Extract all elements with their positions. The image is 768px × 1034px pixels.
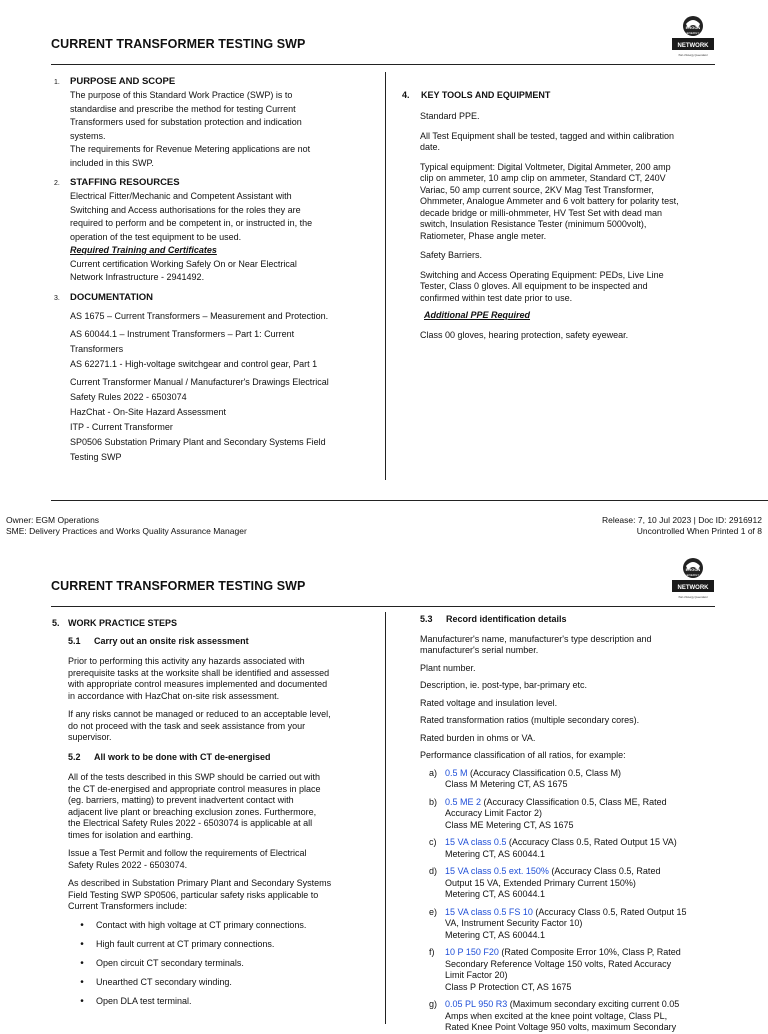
ergon-network-logo [672, 556, 714, 598]
page1-right-column [402, 89, 720, 341]
class-item-e: e) 15 VA class 0.5 FS 10 (Accuracy Class 0.5, Rated Output 15 VA, Instrument Security Factor 10) Metering CT, AS 60044.1 [429, 906, 687, 940]
logo-brand-bottom: ENERGY [686, 31, 700, 35]
ergon-network-logo [672, 14, 714, 56]
logo-tagline: Part of Energy Queensland [678, 596, 708, 599]
section-2-body: Electrical Fitter/Mechanic and Competent Assistant with Switching and Access authorisations for the roles they are required to perform and be competent in, or instructed in, the operation of the test equipment to be used. Required Training and Certificates Current certification Working Safely On or Near Electrical Network Infrastructure - 2941492. [52, 190, 380, 285]
column-divider [385, 72, 386, 480]
section-3-heading: 3. DOCUMENTATION [54, 291, 154, 303]
class-item-c: c) 15 VA class 0.5 (Accuracy Class 0.5, Rated Output 15 VA) Metering CT, AS 60044.1 [429, 837, 677, 859]
page2-left-column: 5. WORK PRACTICE STEPS 5.1 Carry out an onsite risk assessment Prior to performing this activity any hazards associated with prerequisite tasks at the worksite shall be identified and assessed with appropriate control measures implemented and documented in accordance with HazChat on-site risk assessment. If any risks cannot be managed or reduced to an acceptable level, do not proceed with the task and seek assistance from your supervisor. 5.2 All work to be done with CT de-energised All of the tests described in this SWP should be carried out with the CT de-energised and appropriate control measures in place (eg. barriers, matting) to prevent inadvertent contact with adjacent live plant or breaching exclusion zones. Furthermore, the Electrical Safety Rules 2022 - 6503074 is applicable at all times for isolation and earthing. Issue a Test Permit and follow the requirements of Electrical Safety Rules 2022 - 6503074. As described in Substation Primary Plant and Secondary Systems Field Testing SWP SP0506, particular safety risks applicable to Current Transformers include: • Contact with high voltage at CT primary connections. • High fault current at CT primary connections. • Open circuit CT secondary terminals. • Unearthed CT secondary winding. • Open DLA test terminal. [52, 618, 378, 1008]
doc-item: AS 60044.1 – Instrument Transformers – Part 1: Current [70, 328, 295, 339]
section-1-body: The purpose of this Standard Work Practice (SWP) is to standardise and prescribe the method for testing Current Transformers used for substation protection and indication systems. The requirements for Revenue Metering applications are not included in this SWP. [70, 90, 311, 168]
column-divider [385, 612, 386, 1024]
ppe-heading: Additional PPE Required [424, 310, 531, 320]
footer-sme: SME: Delivery Practices and Works Quality Assurance Manager [6, 526, 247, 536]
ppe-text: Class 00 gloves, hearing protection, safety eyewear. [420, 329, 629, 340]
list-item: • Unearthed CT secondary winding. [80, 976, 232, 988]
list-item: • Open DLA test terminal. [80, 995, 192, 1007]
section-4-heading: 4. KEY TOOLS AND EQUIPMENT [402, 90, 551, 100]
section-4-body: Standard PPE. All Test Equipment shall be tested, tagged and within calibration date. Typical equipment: Digital Voltmeter, Digital Ammeter, 200 amp clip on ammeter, 10 amp clip on ammeter, Standard CT, 240V Variac, 50 amp current source, 2KV Mag Test Transformer, Ohmmeter, Analogue Ammeter and 6 volt battery for polarity test, decade bridge or milli-ohmmeter, HV Test Set with dead man switch, Insulation Resistance Tester (minimum 5000volt), Ratiometer, Phase angle meter. Safety Barriers. Switching and Access Operating Equipment: PEDs, Live Line Tester, Class 0 gloves. All equipment to be inspected and confirmed within test date prior to use. Additional PPE Required Class 00 gloves, hearing protection, safety eyewear. [402, 111, 720, 341]
header-rule [51, 606, 715, 607]
page1-left-column [52, 76, 380, 465]
footer-owner: Owner: EGM Operations [6, 515, 100, 525]
page2-right-column: 5.3 Record identification details Manufacturer's name, manufacturer's type description and manufacturer's serial number. Plant number. Description, ie. post-type, bar-primary etc. Rated voltage and insulation level. Rated transformation ratios (multiple secondary cores). Rated burden in ohms or VA. Performance classification of all ratios, for example: a) 0.5 M (Accuracy Classification 0.5, Class M) Class M Metering CT, AS 1675 b) 0.5 ME 2 (Accuracy Classification 0.5, Class ME, Rated Accuracy Limit Factor 2) Class ME Metering CT, AS 1675 c) 15 VA class 0.5 (Accuracy Class 0.5, Rated Output 15 VA) Metering CT, AS 60044.1 d) 15 VA class 0.5 ext. 150% (Accuracy Class 0.5, Rated Output 15 VA, Extended Primary Current 150%) Metering CT, AS 60044.1 e) 15 VA class 0.5 FS 10 (Accuracy Class 0.5, Rated Output 15 VA, Instrument Security Factor 10) Metering CT, AS 60044.1 f) 10 P 150 F20 (Rated Composite Error 10%, Class P, Rated Secondary Reference Voltage 150 volts, Rated Accuracy Limit Factor 20) Class P Protection CT, AS 1675 g) 0.05 PL 950 R3 (Maximum secondary exciting current 0.05 Amps when excited at the knee point voltage, Class PL, Rated Knee Point Voltage 950 volts, maximum Secondary [420, 614, 732, 1034]
class-item-a: a) 0.5 M (Accuracy Classification 0.5, Class M) Class M Metering CT, AS 1675 [429, 767, 622, 789]
subsection-5-1-heading: 5.1 Carry out an onsite risk assessment [68, 635, 249, 646]
section-1-heading: 1. PURPOSE AND SCOPE [54, 76, 176, 87]
list-item: • Open circuit CT secondary terminals. [80, 957, 244, 969]
logo-brand-top: ERGON [685, 567, 701, 572]
page-title: CURRENT TRANSFORMER TESTING SWP [51, 579, 306, 593]
list-item: • High fault current at CT primary connections. [80, 938, 275, 950]
logo-brand-bottom: ENERGY [686, 573, 700, 577]
logo-band-text: NETWORK [677, 43, 709, 49]
subsection-5-3-heading: 5.3 Record identification details [420, 614, 567, 624]
section-2-heading: 2. STAFFING RESOURCES [54, 177, 180, 188]
section-5-heading: 5. WORK PRACTICE STEPS [52, 618, 178, 628]
subsection-5-2-heading: 5.2 All work to be done with CT de-energised [68, 751, 271, 762]
class-item-f: f) 10 P 150 F20 (Rated Composite Error 10%, Class P, Rated Secondary Reference Voltage 150 volts, Rated Accuracy Limit Factor 20) Class P Protection CT, AS 1675 [429, 947, 681, 992]
training-heading: Required Training and Certificates [70, 245, 217, 255]
list-item: • Contact with high voltage at CT primary connections. [80, 919, 307, 931]
class-item-d: d) 15 VA class 0.5 ext. 150% (Accuracy Class 0.5, Rated Output 15 VA, Extended Primary Current 150%) Metering CT, AS 60044.1 [429, 866, 661, 899]
header-rule [51, 64, 715, 65]
section-3-body: AS 1675 – Current Transformers – Measurement and Protection. AS 60044.1 – Instrument Transformers – Part 1: Current Transformers AS 62271.1 - High-voltage switchgear and control gear, Part 1 Current Transformer Manual / Manufacturer's Drawings Electrical Safety Rules 2022 - 6503074 HazChat - On-Site Hazard Assessment ITP - Current Transformer SP0506 Substation Primary Plant and Secondary Systems Field Testing SWP [52, 309, 380, 465]
footer-release: Release: 7, 10 Jul 2023 | Doc ID: 2916912 [601, 515, 762, 525]
class-item-b: b) 0.5 ME 2 (Accuracy Classification 0.5, Class ME, Rated Accuracy Limit Factor 2) Class ME Metering CT, AS 1675 [429, 796, 667, 830]
page-title: CURRENT TRANSFORMER TESTING SWP [51, 37, 306, 51]
logo-tagline: Part of Energy Queensland [678, 54, 708, 57]
footer-left [6, 515, 247, 537]
logo-band-text: NETWORK [677, 585, 709, 591]
doc-item: AS 1675 – Current Transformers – Measurement and Protection. [70, 310, 329, 321]
doc-item: Current Transformer Manual / Manufacturer's Drawings Electrical [70, 376, 329, 387]
footer-rule [51, 500, 768, 501]
class-item-g: g) 0.05 PL 950 R3 (Maximum secondary exciting current 0.05 Amps when excited at the knee point voltage, Class PL, Rated Knee Point Voltage 950 volts, maximum Secondary [429, 999, 680, 1032]
footer-right [602, 515, 762, 537]
footer-uncontrolled: Uncontrolled When Printed 1 of 8 [636, 526, 762, 536]
logo-brand-top: ERGON [685, 25, 701, 30]
